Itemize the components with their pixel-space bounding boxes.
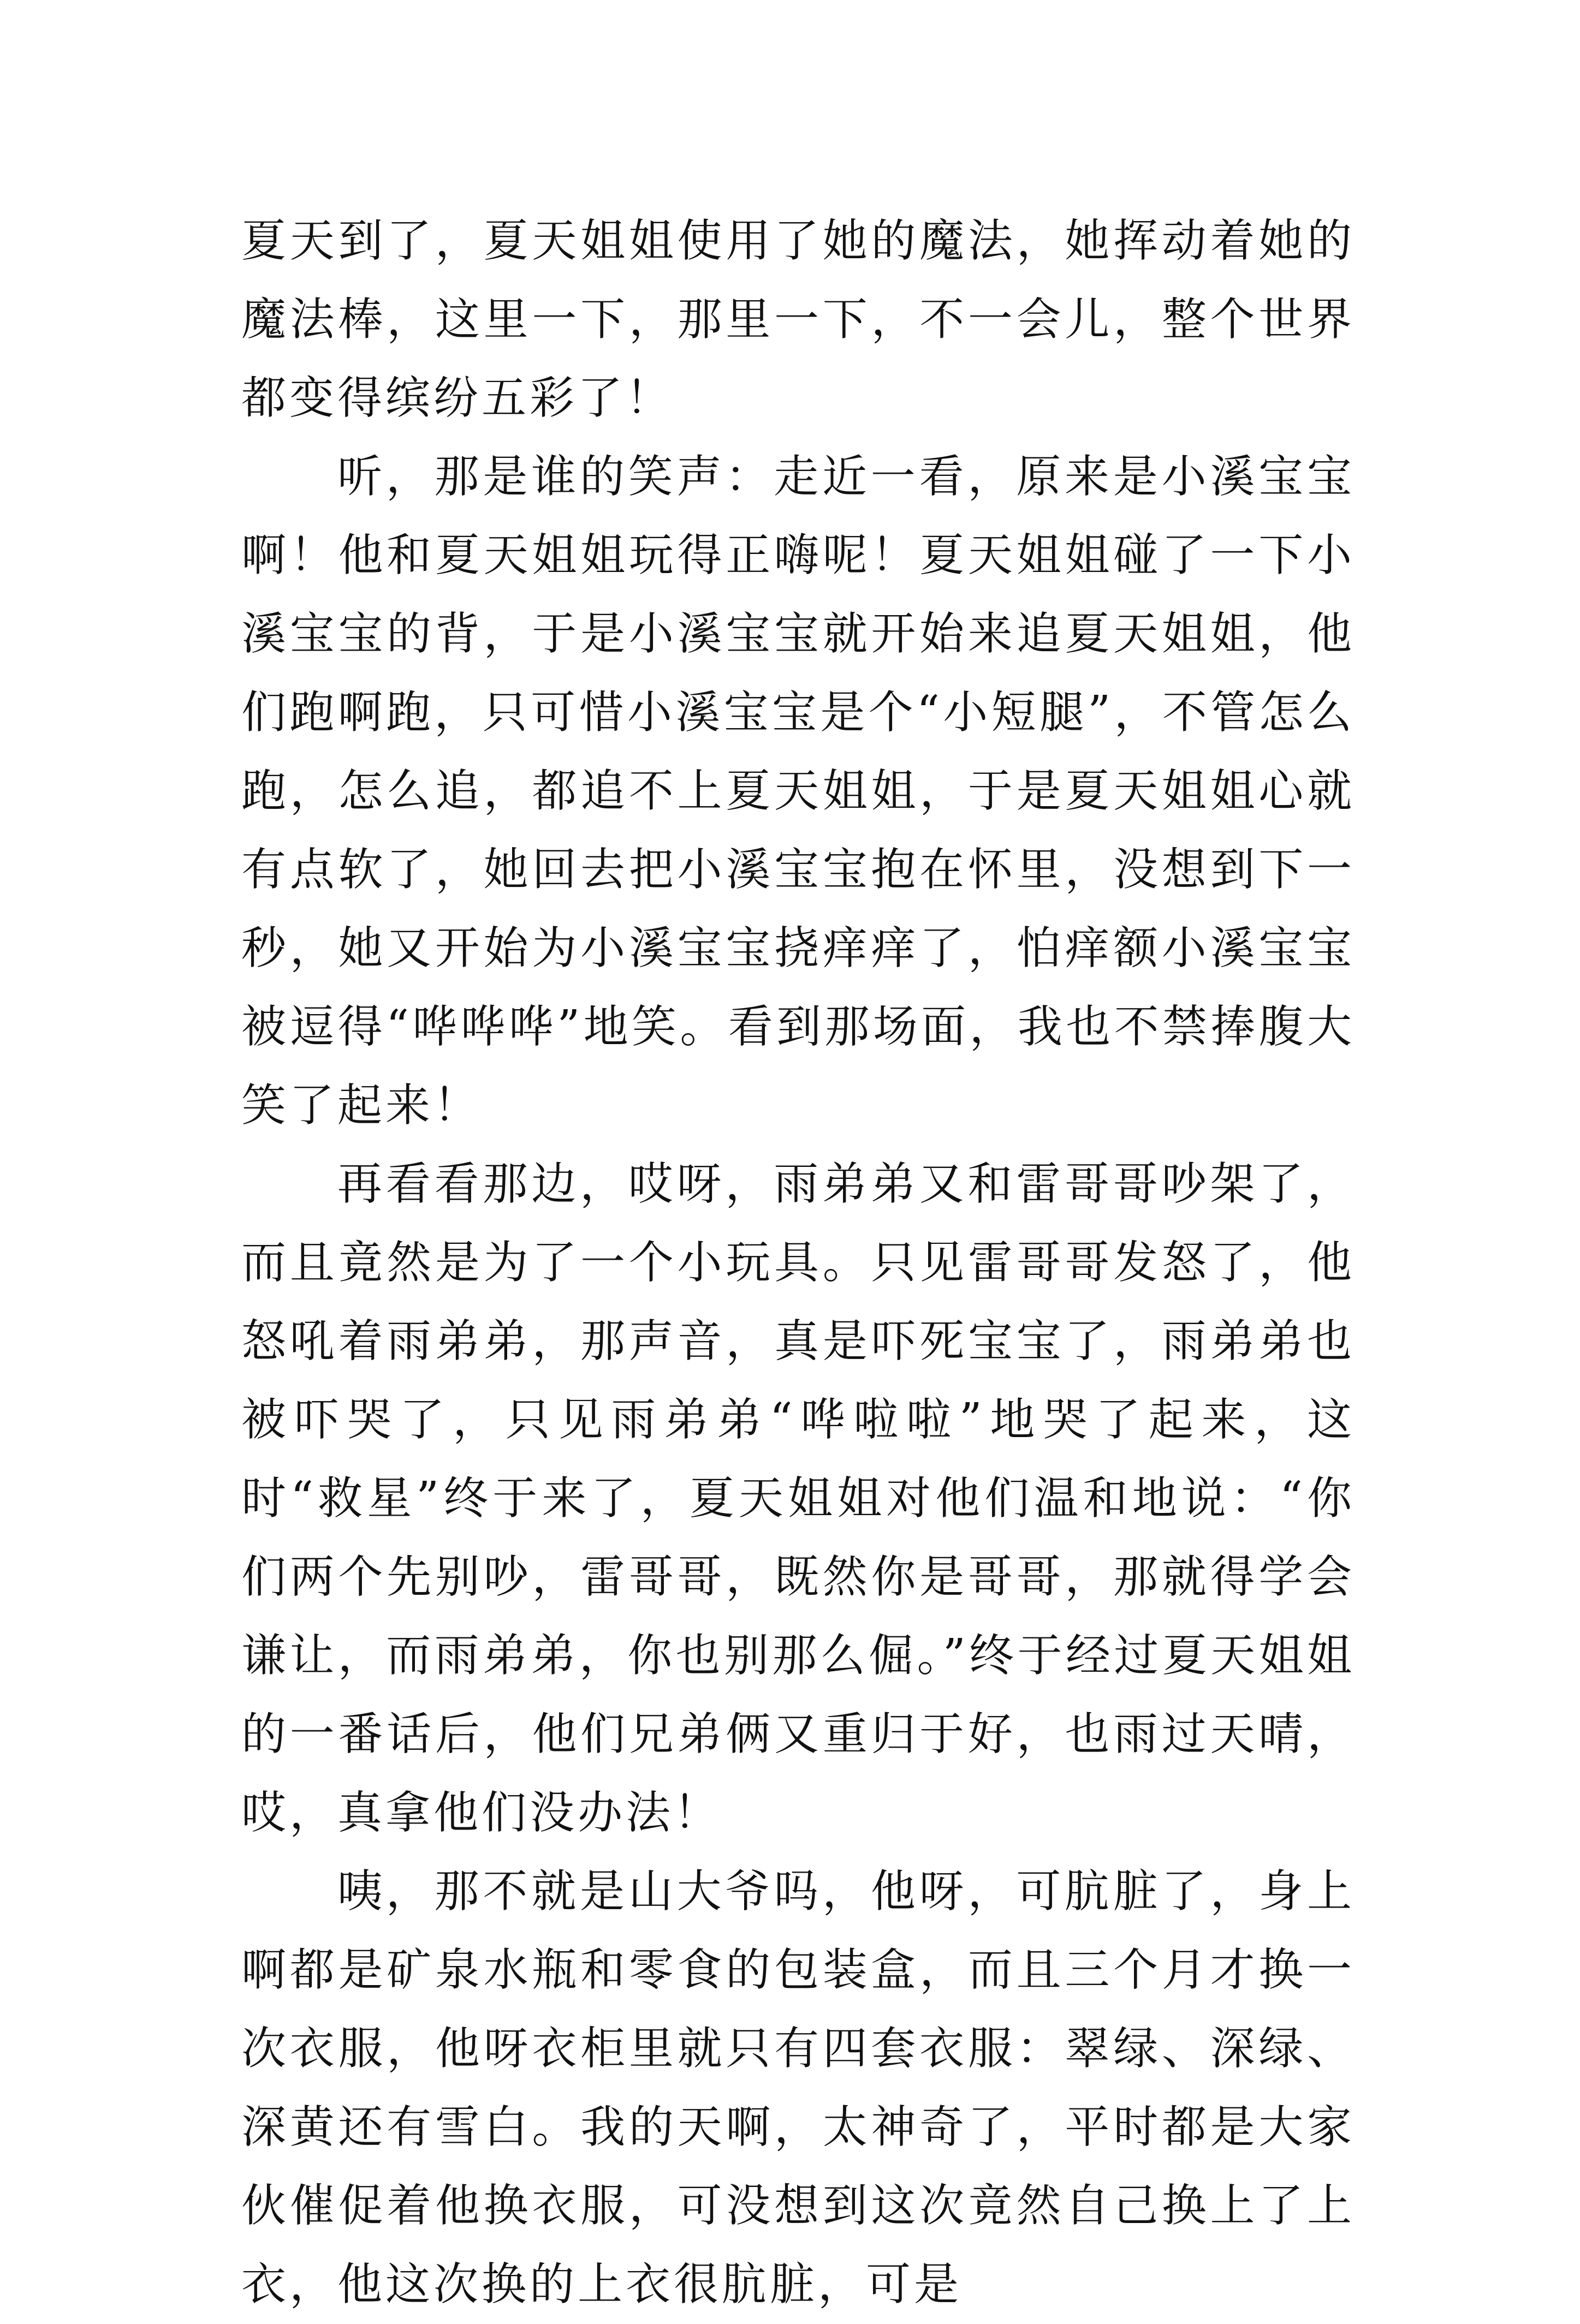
paragraph-1: 夏天到了，夏天姐姐使用了她的魔法，她挥动着她的魔法棒，这里一下，那里一下，不一会儿，整个世界都变得缤纷五彩了！: [241, 215, 1355, 424]
paragraph-2: 听，那是谁的笑声：走近一看，原来是小溪宝宝啊！他和夏天姐姐玩得正嗨呢！夏天姐姐碰了一下小溪宝宝的背，于是小溪宝宝就开始来追夏天姐姐，他们跑啊跑，只可惜小溪宝宝是个“小短腿”，不管怎么跑，怎么追，都追不上夏天姐姐，于是夏天姐姐心就有点软了，她回去把小溪宝宝抱在怀里，没想到下一秒，她又开始为小溪宝宝挠痒痒了，怕痒额小溪宝宝被逗得“哗哗哗”地笑。看到那场面，我也不禁捧腹大笑了起来！: [241, 451, 1355, 1131]
paragraph-4: 咦，那不就是山大爷吗，他呀，可肮脏了，身上啊都是矿泉水瓶和零食的包装盒，而且三个月才换一次衣服，他呀衣柜里就只有四套衣服：翠绿、深绿、深黄还有雪白。我的天啊，太神奇了，平时都是大家伙催促着他换衣服，可没想到这次竟然自己换上了上衣，他这次换的上衣很肮脏，可是: [241, 1866, 1355, 2310]
document-body: [241, 202, 1355, 2324]
paragraph-3: 再看看那边，哎呀，雨弟弟又和雷哥哥吵架了，而且竟然是为了一个小玩具。只见雷哥哥发怒了，他怒吼着雨弟弟，那声音，真是吓死宝宝了，雨弟弟也被吓哭了，只见雨弟弟“哗啦啦”地哭了起来，这时“救星”终于来了，夏天姐姐对他们温和地说：“你们两个先别吵，雷哥哥，既然你是哥哥，那就得学会谦让，而雨弟弟，你也别那么倔。”终于经过夏天姐姐的一番话后，他们兄弟俩又重归于好，也雨过天晴，哎，真拿他们没办法！: [241, 1158, 1355, 1839]
